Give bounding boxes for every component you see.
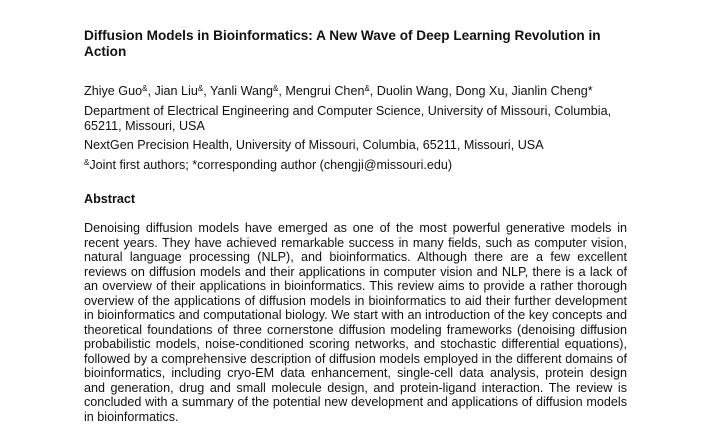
abstract-heading: Abstract (84, 192, 136, 206)
author: Yanli Wang& (210, 84, 279, 98)
author: Zhiye Guo& (84, 84, 148, 98)
author: Jianlin Cheng* (511, 84, 593, 98)
joint-first-mark: & (84, 158, 90, 167)
author-mark: & (273, 84, 279, 93)
author: Duolin Wang (376, 84, 449, 98)
author-mark: & (142, 84, 148, 93)
affiliation-1: Department of Electrical Engineering and Computer Science, University of Missouri, Columbia, 65211, Missouri, USA (84, 104, 612, 133)
author: Jian Liu& (154, 84, 204, 98)
author: Dong Xu (455, 84, 505, 98)
author: Mengrui Chen& (285, 84, 370, 98)
author-list: Zhiye Guo&, Jian Liu&, Yanli Wang&, Mengrui Chen&, Duolin Wang, Dong Xu, Jianlin Cheng* (84, 84, 593, 98)
author-note-text: Joint first authors; *corresponding author (chengji@missouri.edu) (89, 158, 453, 172)
affiliation-2: NextGen Precision Health, University of Missouri, Columbia, 65211, Missouri, USA (84, 138, 544, 152)
abstract-body: Denoising diffusion models have emerged as one of the most powerful generative models in recent years. They have achieved remarkable success in many fields, such as computer vision, natural language processing (NLP), and bioinformatics. Although there are a few excellent reviews on diffusion models and their applications in computer vision and NLP, there is a lack of an overview of their applications in bioinformatics. This review aims to provide a rather thorough overview of the applications of diffusion models in bioinformatics to aid their further development in bioinformatics and computational biology. We start with an introduction of the key concepts and theoretical foundations of three cornerstone diffusion modeling frameworks (denoising diffusion probabilistic models, noise-conditioned scoring networks, and stochastic differential equations), followed by a comprehensive description of diffusion models employed in the different domains of bioinformatics, including cryo-EM data enhancement, single-cell data analysis, protein design and generation, drug and small molecule design, and protein-ligand interaction. The review is concluded with a summary of the potential new development and applications of diffusion models in bioinformatics. (84, 221, 627, 424)
paper-title: Diffusion Models in Bioinformatics: A New Wave of Deep Learning Revolution in Action (84, 28, 601, 59)
corresponding-mark: * (587, 84, 593, 98)
author-mark: & (197, 84, 204, 93)
author-note (84, 158, 644, 173)
author-mark: & (364, 84, 370, 93)
